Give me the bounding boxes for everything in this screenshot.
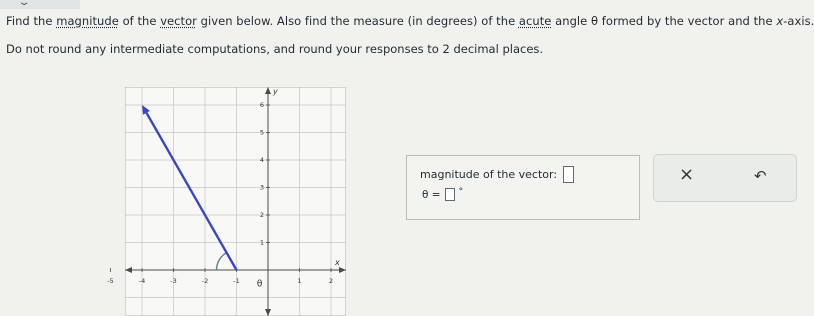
y-tick-label: 3 [259, 183, 264, 192]
theta-equals-label: θ = [422, 188, 441, 201]
x-tick-label: -3 [170, 277, 177, 285]
y-tick-label: 2 [259, 211, 264, 219]
theta-input[interactable] [445, 188, 455, 201]
magnitude-row [420, 166, 574, 183]
x-tick-label: -4 [138, 277, 146, 285]
theta-label: θ [256, 279, 263, 290]
answer-panel [406, 155, 640, 220]
magnitude-input[interactable] [563, 166, 574, 183]
magnitude-label: magnitude of the vector: [420, 168, 558, 181]
question-line-1: Find the magnitude of the vector given below. Also find the measure (in degrees) of the acute angle θ formed by the vector and the x-axis. [6, 14, 814, 28]
y-tick-label: 5 [259, 128, 264, 137]
y-tick-label: 6 [259, 101, 264, 109]
y-tick-label: 4 [259, 156, 264, 164]
x-tick-label: -2 [201, 277, 209, 285]
x-axis-label: x [335, 258, 340, 267]
y-tick-label: 1 [259, 238, 264, 247]
y-axis-label: y [273, 87, 278, 96]
theta-row [422, 188, 463, 201]
acute-link[interactable]: acute [518, 14, 552, 28]
x-tick-label: -5 [107, 277, 114, 285]
x-tick-label: -1 [233, 277, 240, 285]
chevron-down-icon[interactable]: ⌄ [17, 0, 31, 8]
x-tick-label: 1 [297, 277, 302, 285]
degree-symbol: ° [458, 186, 464, 197]
question-line-2: Do not round any intermediate computations, and round your responses to 2 decimal places. [6, 42, 544, 56]
vector-link[interactable]: vector [160, 14, 197, 28]
action-buttons [653, 154, 797, 202]
magnitude-link[interactable]: magnitude [56, 14, 119, 28]
clear-button[interactable]: × [679, 164, 695, 185]
x-tick-label: 2 [328, 277, 334, 285]
undo-button[interactable]: ↶ [754, 167, 767, 185]
